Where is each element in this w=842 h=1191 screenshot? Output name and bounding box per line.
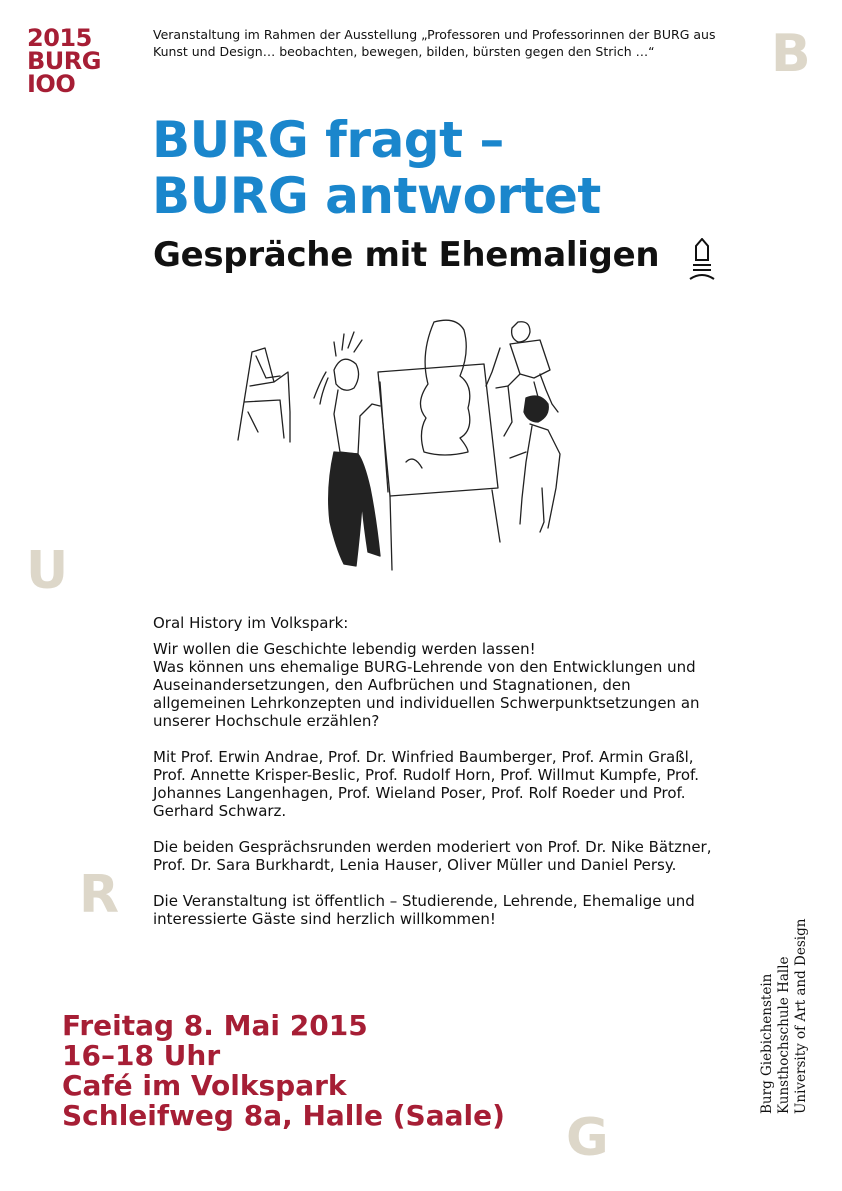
institution-line-3: University of Art and Design [793, 918, 809, 1114]
institution-line-2: Kunsthochschule Halle [776, 956, 792, 1114]
body-text [153, 614, 713, 928]
page-subtitle: Gespräche mit Ehemaligen [153, 235, 660, 275]
title-line-2: BURG antwortet [152, 167, 601, 225]
institution-line-1: Burg Giebichenstein [759, 973, 775, 1114]
body-para-1: Was können uns ehemalige BURG-Lehrende von den Entwicklungen und Auseinandersetzungen, den Aufbrüchen und Stagnationen, den allgemeinen Lehrkonzepten und individuellen Schwerpunktsetzungen an unserer Hochschule erzählen? [153, 658, 700, 730]
body-para-4: Die Veranstaltung ist öffentlich – Studierende, Lehrende, Ehemalige und interessierte Gäste sind herzlich willkommen! [153, 892, 695, 928]
event-address: Schleifweg 8a, Halle (Saale) [62, 1099, 505, 1132]
decor-letter-u: U [26, 541, 69, 601]
burg-100-logo [27, 24, 101, 98]
logo-100: IOO [27, 70, 76, 98]
decor-letter-r: R [79, 865, 120, 925]
institution-name [758, 918, 814, 1132]
event-date: Freitag 8. Mai 2015 [62, 1009, 368, 1042]
event-time: 16–18 Uhr [62, 1039, 221, 1072]
sketch-illustration [230, 312, 570, 576]
page-title [152, 112, 712, 224]
body-para-1-line-1: Wir wollen die Geschichte lebendig werden lassen! [153, 640, 536, 658]
body-heading: Oral History im Volkspark: [153, 614, 349, 632]
body-para-3: Die beiden Gesprächsrunden werden moderiert von Prof. Dr. Nike Bätzner, Prof. Dr. Sara Burkhardt, Lenia Hauser, Oliver Müller und Daniel Persy. [153, 838, 712, 874]
body-para-2: Mit Prof. Erwin Andrae, Prof. Dr. Winfried Baumberger, Prof. Armin Graßl, Prof. Annette Krisper-Beslic, Prof. Rudolf Horn, Prof. Willmut Kumpfe, Prof. Johannes Langenhagen, Prof. Wieland Poser, Prof. Rolf Roeder und Prof. Gerhard Schwarz. [153, 748, 699, 820]
building-icon [686, 238, 718, 282]
intro-text: Veranstaltung im Rahmen der Ausstellung „Professoren und Professorinnen der BURG aus Kunst und Design… beobachten, bewegen, bilden, bürsten gegen den Strich …“ [153, 27, 716, 59]
event-venue: Café im Volkspark [62, 1069, 347, 1102]
event-info [62, 1011, 505, 1131]
title-line-1: BURG fragt – [152, 111, 504, 169]
logo-year: 2015 [27, 24, 92, 52]
decor-letter-g: G [566, 1108, 609, 1168]
decor-letter-b: B [771, 24, 811, 84]
logo-burg: BURG [27, 47, 101, 75]
